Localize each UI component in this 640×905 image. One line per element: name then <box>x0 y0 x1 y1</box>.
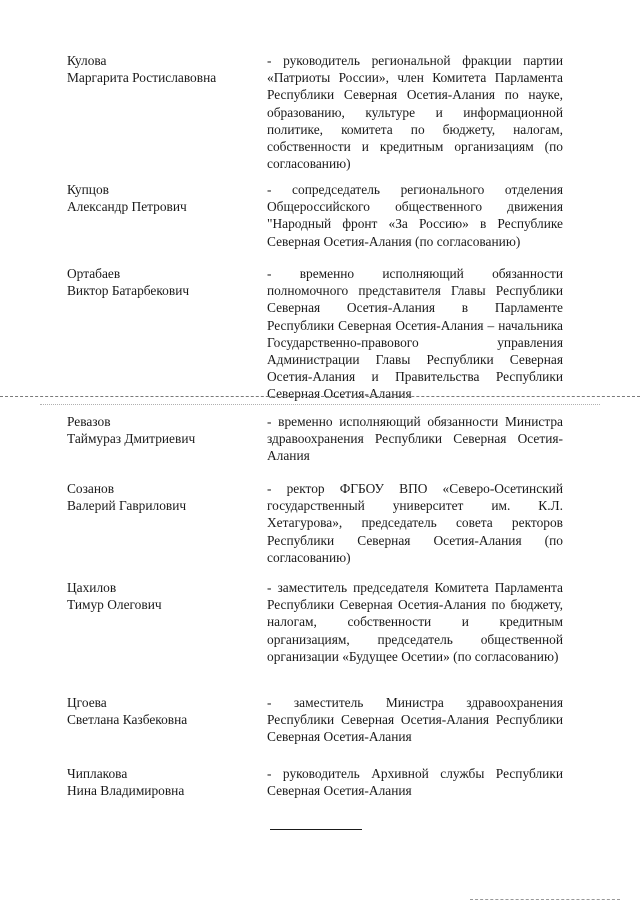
member-description: - руководитель региональной фракции партии «Патриоты России», член Комитета Парламента Республики Северная Осетия-Алания по науке, образованию, культуре и информационной политике, комитета по бюджету, налогам, собственности и кредитным организациям (по согласованию) <box>267 53 563 172</box>
member-given-names: Александр Петрович <box>67 199 187 215</box>
member-description: - сопредседатель регионального отделения Общероссийского общественного движения "Народный фронт «За Россию» в Республике Северная Осетия-Алания (по согласованию) <box>267 182 563 249</box>
member-name <box>67 579 257 613</box>
member-surname: Купцов <box>67 182 109 197</box>
member-description: - временно исполняющий обязанности полномочного представителя Главы Республики Северная Осетия-Алания в Парламенте Республики Северная Осетия-Алания – начальника Государственно-правового управления Администрации Главы Республики Северная Осетия-Алания и Правительства Республики Северная Осетия-Алания <box>267 266 563 402</box>
member-surname: Цахилов <box>67 580 117 595</box>
member-description: - временно исполняющий обязанности Министра здравоохранения Республики Северная Осетия-Алания <box>267 414 563 464</box>
member-given-names: Маргарита Ростиславовна <box>67 70 217 86</box>
member-name <box>67 52 257 86</box>
member-given-names: Виктор Батарбекович <box>67 283 190 299</box>
member-description: - ректор ФГБОУ ВПО «Северо-Осетинский государственный университет им. К.Л. Хетагурова», председатель совета ректоров Республики Северная Осетия-Алания (по согласованию) <box>267 481 563 565</box>
member-description: - заместитель Министра здравоохранения Республики Северная Осетия-Алания Республики Северная Осетия-Алания <box>267 695 563 745</box>
member-name <box>67 480 257 514</box>
closing-rule <box>270 829 362 830</box>
member-surname: Ортабаев <box>67 266 121 281</box>
page-fold-line <box>0 396 640 397</box>
member-surname: Созанов <box>67 481 115 496</box>
member-name <box>67 181 257 215</box>
member-name <box>67 765 257 799</box>
member-name <box>67 265 257 299</box>
member-description: - руководитель Архивной службы Республики Северная Осетия-Алания <box>267 766 563 799</box>
page-fold-shadow <box>40 404 600 405</box>
member-given-names: Таймураз Дмитриевич <box>67 431 196 447</box>
member-description: - заместитель председателя Комитета Парламента Республики Северная Осетия-Алания по бюджету, налогам, собственности и кредитным организациям, председатель общественной организации «Будущее Осетии» (по согласованию) <box>267 580 563 664</box>
member-given-names: Валерий Гаврилович <box>67 498 187 514</box>
member-name <box>67 413 257 447</box>
member-given-names: Тимур Олегович <box>67 597 162 613</box>
member-surname: Цгоева <box>67 695 107 710</box>
member-given-names: Светлана Казбековна <box>67 712 188 728</box>
member-name <box>67 694 257 728</box>
scan-edge-mark <box>470 899 620 900</box>
member-surname: Ревазов <box>67 414 111 429</box>
member-surname: Кулова <box>67 53 107 68</box>
member-surname: Чиплакова <box>67 766 128 781</box>
member-given-names: Нина Владимировна <box>67 783 185 799</box>
